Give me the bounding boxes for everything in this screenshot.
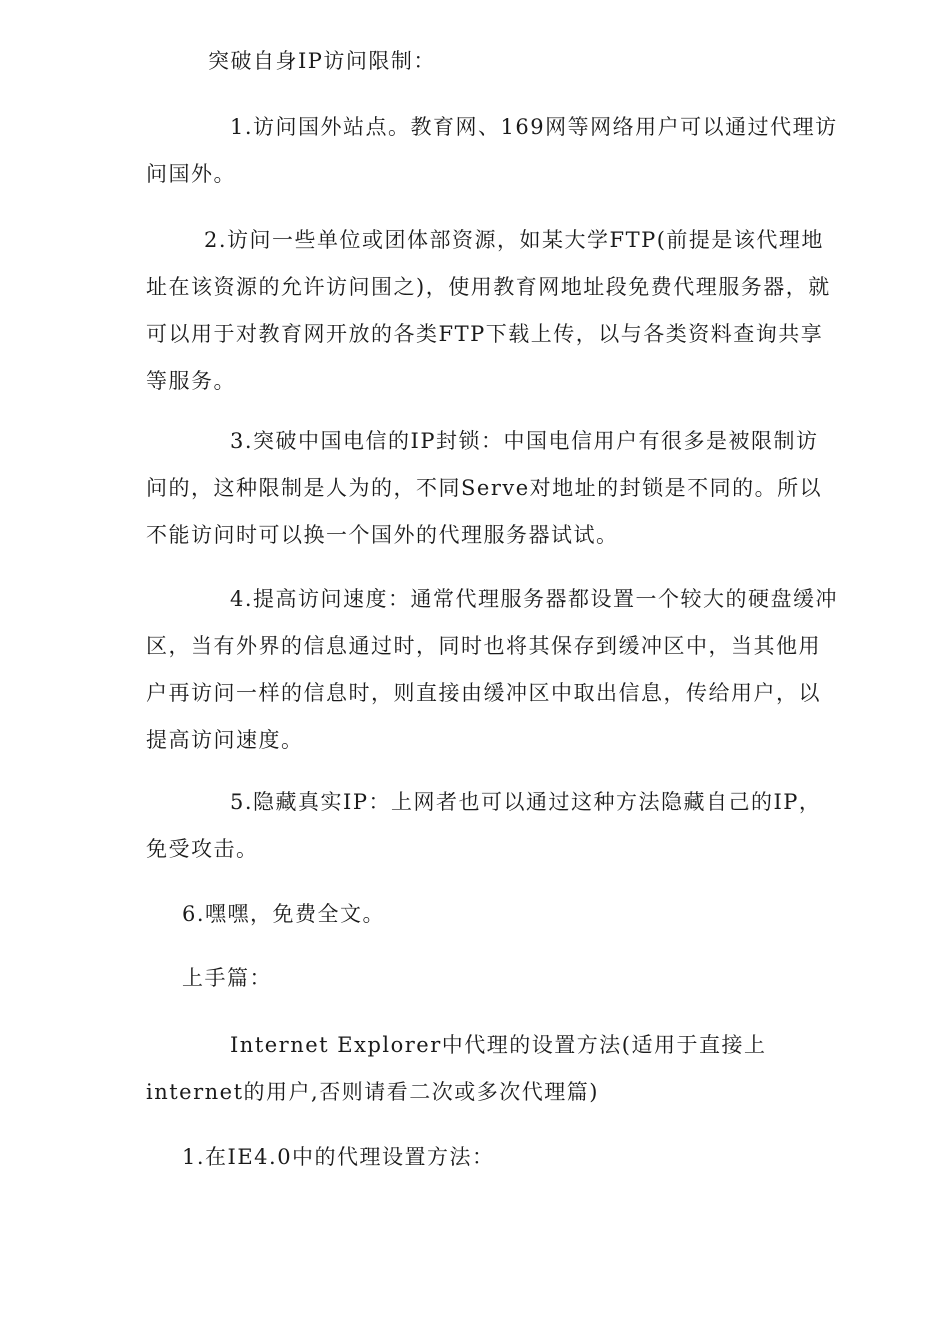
paragraph-line: Internet Explorer中代理的设置方法(适用于直接上 (230, 1033, 767, 1057)
paragraph-line: 不能访问时可以换一个国外的代理服务器试试。 (146, 523, 619, 547)
paragraph-line: 2.访问一些单位或团体部资源，如某大学FTP(前提是该代理地 (204, 228, 824, 252)
paragraph-line: 区，当有外界的信息通过时，同时也将其保存到缓冲区中，当其他用 (146, 634, 821, 658)
paragraph-line: 3.突破中国电信的IP封锁：中国电信用户有很多是被限制访 (230, 429, 819, 453)
paragraph-foreign-sites (146, 104, 876, 198)
paragraph-line: 4.提高访问速度：通常代理服务器都设置一个较大的硬盘缓冲 (230, 587, 839, 611)
paragraph-line: 址在该资源的允许访问围之)，使用教育网地址段免费代理服务器，就 (146, 275, 831, 299)
paragraph-line: 户再访问一样的信息时，则直接由缓冲区中取出信息，传给用户，以 (146, 681, 821, 705)
paragraph-free-text (146, 891, 876, 938)
paragraph-line: 免受攻击。 (146, 837, 259, 861)
paragraph-line: 可以用于对教育网开放的各类FTP下载上传，以与各类资料查询共享 (146, 322, 824, 346)
paragraph-line: 6.嘿嘿，免费全文。 (182, 902, 386, 926)
paragraph-hide-ip (146, 779, 876, 873)
paragraph-internal-resources (146, 217, 876, 405)
paragraph-line: 5.隐藏真实IP：上网者也可以通过这种方法隐藏自己的IP， (230, 790, 822, 814)
paragraph-line: internet的用户,否则请看二次或多次代理篇) (146, 1080, 599, 1104)
paragraph-line: 问国外。 (146, 162, 236, 186)
paragraph-line: 等服务。 (146, 369, 236, 393)
paragraph-line: 问的，这种限制是人为的，不同Serve对地址的封锁是不同的。所以 (146, 476, 823, 500)
heading-line: 突破自身IP访问限制： (208, 49, 436, 73)
paragraph-line: 上手篇： (182, 966, 272, 990)
paragraph-line: 1.访问国外站点。教育网、169网等网络用户可以通过代理访 (230, 115, 838, 139)
paragraph-telecom-block (146, 418, 876, 559)
subheading-getting-started (146, 955, 876, 1002)
section-heading (146, 38, 876, 85)
paragraph-line: 1.在IE4.0中的代理设置方法： (182, 1145, 495, 1169)
paragraph-speed (146, 576, 876, 764)
paragraph-ie4-setup (146, 1134, 876, 1181)
paragraph-line: 提高访问速度。 (146, 728, 304, 752)
paragraph-ie-proxy-intro (146, 1022, 876, 1116)
